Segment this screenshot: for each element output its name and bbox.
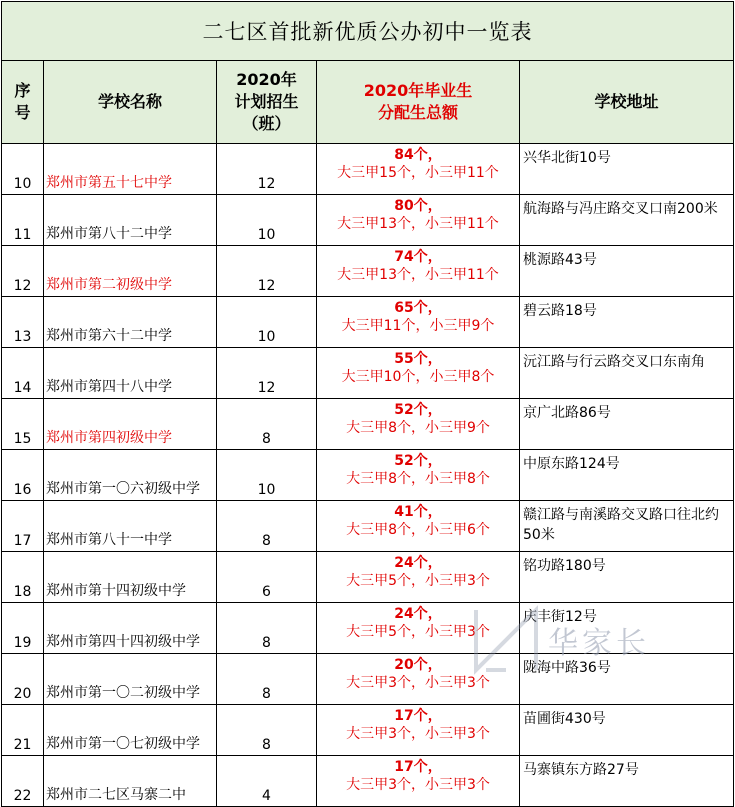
school-address: 陇海中路36号 (520, 654, 734, 705)
school-table-container (1, 1, 733, 807)
school-name: 郑州市第四十八中学 (44, 348, 217, 399)
school-address: 兴华北街10号 (520, 144, 734, 195)
quota-cell (317, 246, 520, 297)
header-row (2, 61, 734, 144)
row-number: 14 (2, 348, 44, 399)
school-name: 郑州市第四初级中学 (44, 399, 217, 450)
table-row (2, 501, 734, 552)
quota-detail: 大三甲5个，小三甲3个 (346, 573, 490, 589)
quota-cell (317, 399, 520, 450)
quota-cell (317, 450, 520, 501)
quota-detail: 大三甲13个，小三甲11个 (337, 267, 499, 283)
quota-total: 65个， (394, 300, 442, 316)
school-address: 铭功路180号 (520, 552, 734, 603)
quota-cell (317, 501, 520, 552)
header-quota-line: 2020年毕业生 (363, 81, 473, 100)
quota-total: 52个， (394, 453, 442, 469)
quota-total: 84个， (394, 147, 442, 163)
plan-classes: 6 (217, 552, 317, 603)
quota-total: 52个， (394, 402, 442, 418)
school-address: 中原东路124号 (520, 450, 734, 501)
table-row (2, 348, 734, 399)
quota-detail: 大三甲3个，小三甲3个 (346, 726, 490, 742)
header-plan-line: 计划招生 (234, 92, 299, 111)
header-addr: 学校地址 (520, 61, 734, 144)
quota-cell (317, 195, 520, 246)
plan-classes: 8 (217, 603, 317, 654)
row-number: 15 (2, 399, 44, 450)
row-number: 21 (2, 705, 44, 756)
quota-detail: 大三甲10个，小三甲8个 (341, 369, 495, 385)
school-name: 郑州市第一〇六初级中学 (44, 450, 217, 501)
quota-total: 80个， (394, 198, 442, 214)
row-number: 19 (2, 603, 44, 654)
table-row (2, 144, 734, 195)
school-address: 碧云路18号 (520, 297, 734, 348)
header-plan (217, 61, 317, 144)
table-title: 二七区首批新优质公办初中一览表 (2, 2, 734, 61)
school-address: 赣江路与南溪路交叉路口往北约50米 (520, 501, 734, 552)
quota-detail: 大三甲13个，小三甲11个 (337, 216, 499, 232)
quota-cell (317, 348, 520, 399)
quota-detail: 大三甲8个，小三甲9个 (346, 420, 490, 436)
quota-cell (317, 144, 520, 195)
quota-detail: 大三甲5个，小三甲3个 (346, 624, 490, 640)
watermark-text: 华家长 (548, 626, 650, 661)
table-row (2, 195, 734, 246)
row-number: 10 (2, 144, 44, 195)
row-number: 12 (2, 246, 44, 297)
quota-total: 20个， (394, 657, 442, 673)
quota-cell (317, 603, 520, 654)
school-name: 郑州市第一〇七初级中学 (44, 705, 217, 756)
school-address: 桃源路43号 (520, 246, 734, 297)
quota-detail: 大三甲11个，小三甲9个 (341, 318, 495, 334)
row-number: 16 (2, 450, 44, 501)
school-address: 京广北路86号 (520, 399, 734, 450)
table-row (2, 756, 734, 807)
table-row (2, 399, 734, 450)
school-name: 郑州市二七区马寨二中 (44, 756, 217, 807)
quota-cell (317, 297, 520, 348)
plan-classes: 8 (217, 501, 317, 552)
plan-classes: 12 (217, 144, 317, 195)
header-no (2, 61, 44, 144)
plan-classes: 4 (217, 756, 317, 807)
row-number: 22 (2, 756, 44, 807)
quota-total: 24个， (394, 606, 442, 622)
quota-detail: 大三甲8个，小三甲6个 (346, 522, 490, 538)
plan-classes: 8 (217, 654, 317, 705)
school-name: 郑州市第八十一中学 (44, 501, 217, 552)
plan-classes: 10 (217, 195, 317, 246)
plan-classes: 8 (217, 399, 317, 450)
header-no-line: 号 (14, 103, 31, 122)
school-name: 郑州市第六十二中学 (44, 297, 217, 348)
school-name: 郑州市第十四初级中学 (44, 552, 217, 603)
quota-cell (317, 705, 520, 756)
quota-cell (317, 756, 520, 807)
table-row (2, 450, 734, 501)
quota-total: 41个， (394, 504, 442, 520)
school-address: 航海路与冯庄路交叉口南200米 (520, 195, 734, 246)
header-plan-line: （班） (242, 114, 291, 133)
plan-classes: 12 (217, 348, 317, 399)
plan-classes: 8 (217, 705, 317, 756)
school-name: 郑州市第一〇二初级中学 (44, 654, 217, 705)
school-name: 郑州市第五十七中学 (44, 144, 217, 195)
row-number: 13 (2, 297, 44, 348)
school-address: 苗圃街430号 (520, 705, 734, 756)
row-number: 17 (2, 501, 44, 552)
school-address: 沅江路与行云路交叉口东南角 (520, 348, 734, 399)
table-row (2, 705, 734, 756)
quota-detail: 大三甲15个，小三甲11个 (337, 165, 499, 181)
row-number: 20 (2, 654, 44, 705)
header-name: 学校名称 (44, 61, 217, 144)
header-no-line: 序 (14, 81, 31, 100)
plan-classes: 10 (217, 450, 317, 501)
quota-total: 17个， (394, 759, 442, 775)
header-quota (317, 61, 520, 144)
row-number: 11 (2, 195, 44, 246)
table-row (2, 246, 734, 297)
quota-total: 24个， (394, 555, 442, 571)
quota-total: 55个， (394, 351, 442, 367)
school-name: 郑州市第八十二中学 (44, 195, 217, 246)
quota-cell (317, 654, 520, 705)
school-address: 马寨镇东方路27号 (520, 756, 734, 807)
row-number: 18 (2, 552, 44, 603)
plan-classes: 12 (217, 246, 317, 297)
table-row (2, 297, 734, 348)
quota-detail: 大三甲3个，小三甲3个 (346, 777, 490, 793)
header-quota-line: 分配生总额 (377, 103, 458, 122)
school-table (1, 1, 734, 807)
school-name: 郑州市第二初级中学 (44, 246, 217, 297)
quota-detail: 大三甲3个，小三甲3个 (346, 675, 490, 691)
quota-detail: 大三甲8个，小三甲8个 (346, 471, 490, 487)
table-row (2, 552, 734, 603)
plan-classes: 10 (217, 297, 317, 348)
school-name: 郑州市第四十四初级中学 (44, 603, 217, 654)
quota-cell (317, 552, 520, 603)
school-address: 庆丰街12号 (520, 603, 734, 654)
quota-total: 17个， (394, 708, 442, 724)
quota-total: 74个， (394, 249, 442, 265)
header-plan-line: 2020年 (236, 70, 297, 89)
